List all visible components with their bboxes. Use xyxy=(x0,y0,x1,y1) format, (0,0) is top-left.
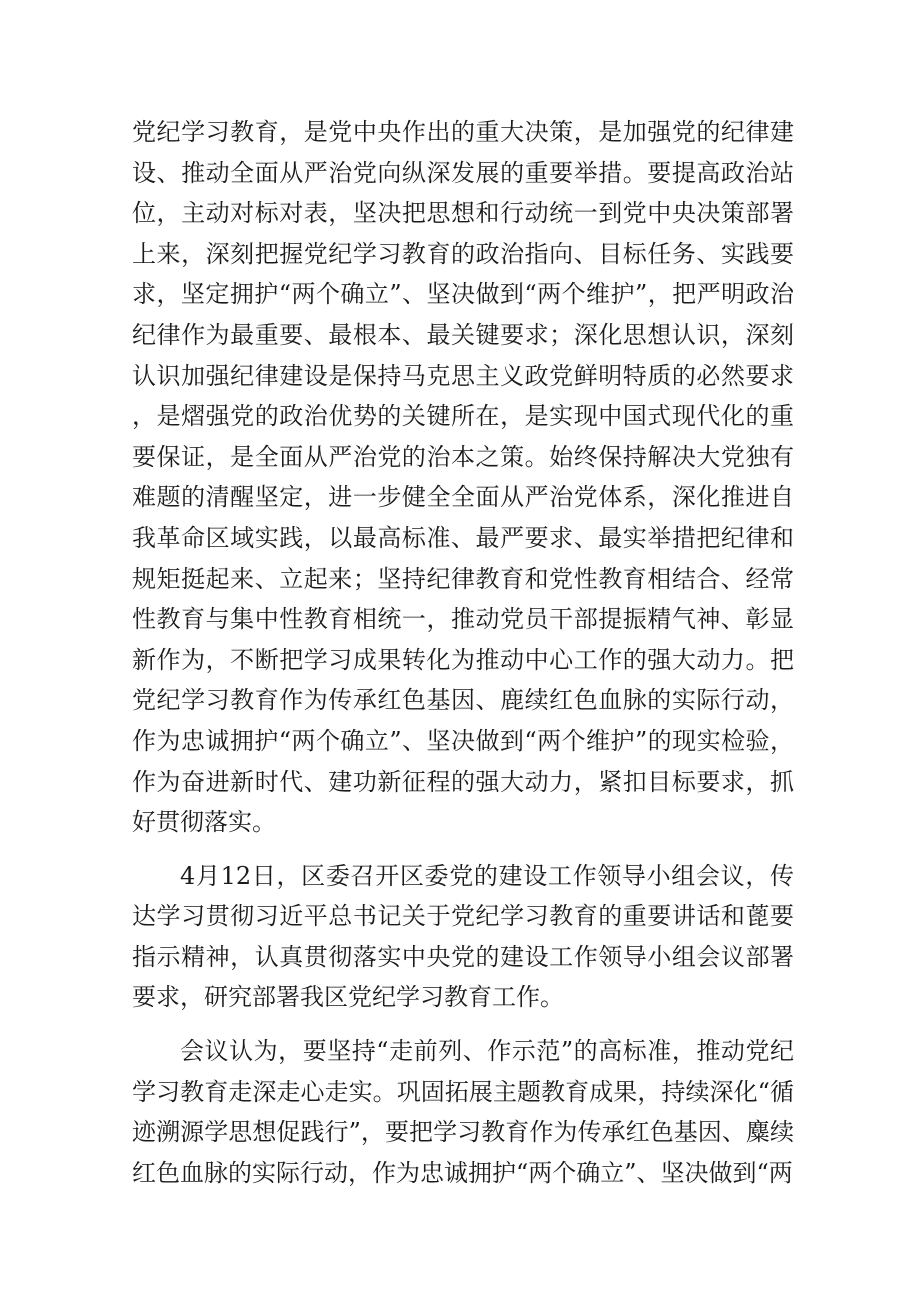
document-body xyxy=(132,112,794,1193)
paragraph-1: 党纪学习教育，是党中央作出的重大决策，是加强党的纪律建设、推动全面从严治党向纵深发展的重要举措。要提高政治站位，主动对标对表，坚决把思想和行动统一到党中央决策部署上来，深刻把握党纪学习教育的政治指向、目标任务、实践要求，坚定拥护“两个确立”、坚决做到“两个维护”，把严明政治纪律作为最重要、最根本、最关键要求；深化思想认识，深刻认识加强纪律建设是保持马克思主义政党鲜明特质的必然要求，是熠强党的政治优势的关键所在，是实现中国式现代化的重要保证，是全面从严治党的治本之策。始终保持解决大党独有难题的清醒坚定，进一步健全全面从严治党体系，深化推进自我革命区域实践，以最高标准、最严要求、最实举措把纪律和规矩挺起来、立起来；坚持纪律教育和党性教育相结合、经常性教育与集中性教育相统一，推动党员干部提振精气神、彰显新作为，不断把学习成果转化为推动中心工作的强大动力。把党纪学习教育作为传承红色基因、鹿续红色血脉的实际行动，作为忠诚拥护“两个确立”、坚决做到“两个维护”的现实检验，作为奋进新时代、建功新征程的强大动力，紧扣目标要求，抓好贯彻落实。 xyxy=(132,118,794,837)
paragraph-3: 会议认为，要坚持“走前列、作示范”的高标准，推动党纪学习教育走深走心走实。巩固拓展主题教育成果，持续深化“循迹溯源学思想促践行”，要把学习教育作为传承红色基因、麋续红色血脉的实际行动，作为忠诚拥护“两个确立”、坚决做到“两 xyxy=(132,1037,794,1187)
paragraph-2: 4月12日，区委召开区委党的建设工作领导小组会议，传达学习贯彻习近平总书记关于党纪学习教育的重要讲话和蓖要指示精神，认真贯彻落实中央党的建设工作领导小组会议部署要求，研究部署我区党纪学习教育工作。 xyxy=(132,861,794,1012)
